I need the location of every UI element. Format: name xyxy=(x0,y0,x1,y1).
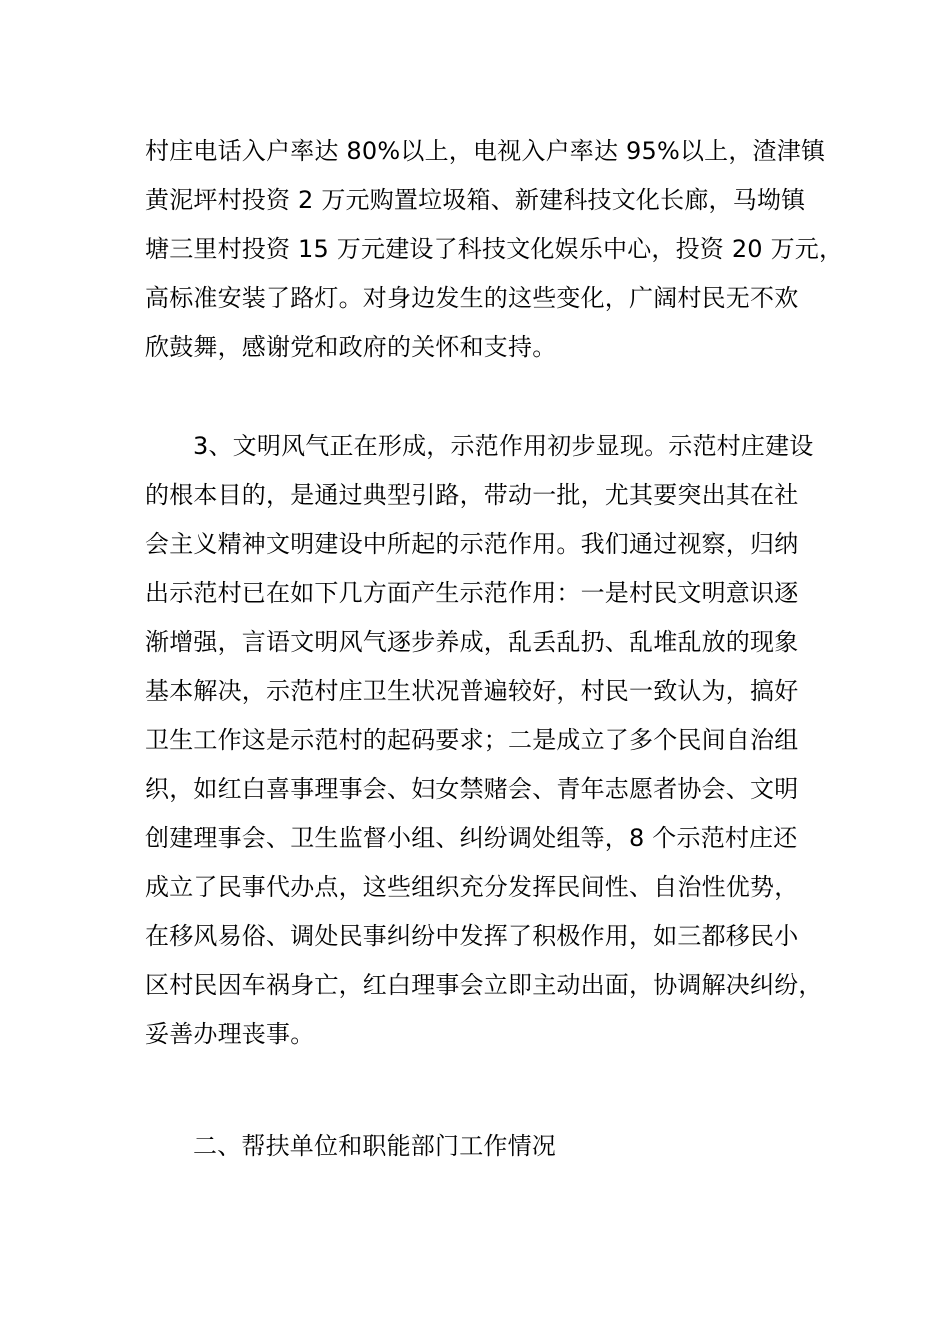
section-heading-text: 二、帮扶单位和职能部门工作情况 xyxy=(193,1132,556,1160)
text-line: 妥善办理丧事。 xyxy=(145,1020,315,1048)
text-line: 区村民因车祸身亡，红白理事会立即主动出面，协调解决纠纷， xyxy=(145,971,823,999)
text-line: 在移风易俗、调处民事纠纷中发挥了积极作用，如三都移民小 xyxy=(145,922,799,950)
text-line: 出示范村已在如下几方面产生示范作用：一是村民文明意识逐 xyxy=(145,579,799,607)
text-line: 会主义精神文明建设中所起的示范作用。我们通过视察，归纳 xyxy=(145,530,799,558)
text-line: 的根本目的，是通过典型引路，带动一批，尤其要突出其在社 xyxy=(145,481,799,509)
paragraph-continued xyxy=(145,127,844,372)
text-line: 3、文明风气正在形成，示范作用初步显现。示范村庄建设 xyxy=(193,432,814,460)
section-heading xyxy=(145,1122,835,1171)
text-line: 欣鼓舞，感谢党和政府的关怀和支持。 xyxy=(145,333,557,361)
text-line: 创建理事会、卫生监督小组、纠纷调处组等，8 个示范村庄还 xyxy=(145,824,798,852)
text-line: 黄泥坪村投资 2 万元购置垃圾箱、新建科技文化长廊，马坳镇 xyxy=(145,186,806,214)
text-line: 村庄电话入户率达 80%以上，电视入户率达 95%以上，渣津镇 xyxy=(145,137,826,165)
text-line: 卫生工作这是示范村的起码要求；二是成立了多个民间自治组 xyxy=(145,726,799,754)
text-line: 基本解决，示范村庄卫生状况普遍较好，村民一致认为，搞好 xyxy=(145,677,799,705)
text-line: 织，如红白喜事理事会、妇女禁赌会、青年志愿者协会、文明 xyxy=(145,775,799,803)
text-line: 渐增强，言语文明风气逐步养成，乱丢乱扔、乱堆乱放的现象 xyxy=(145,628,799,656)
text-line: 高标准安装了路灯。对身边发生的这些变化，广阔村民无不欢 xyxy=(145,284,799,312)
text-line: 塘三里村投资 15 万元建设了科技文化娱乐中心，投资 20 万元， xyxy=(145,235,844,263)
text-line: 成立了民事代办点，这些组织充分发挥民间性、自治性优势， xyxy=(145,873,799,901)
paragraph-civilization xyxy=(145,422,835,1059)
